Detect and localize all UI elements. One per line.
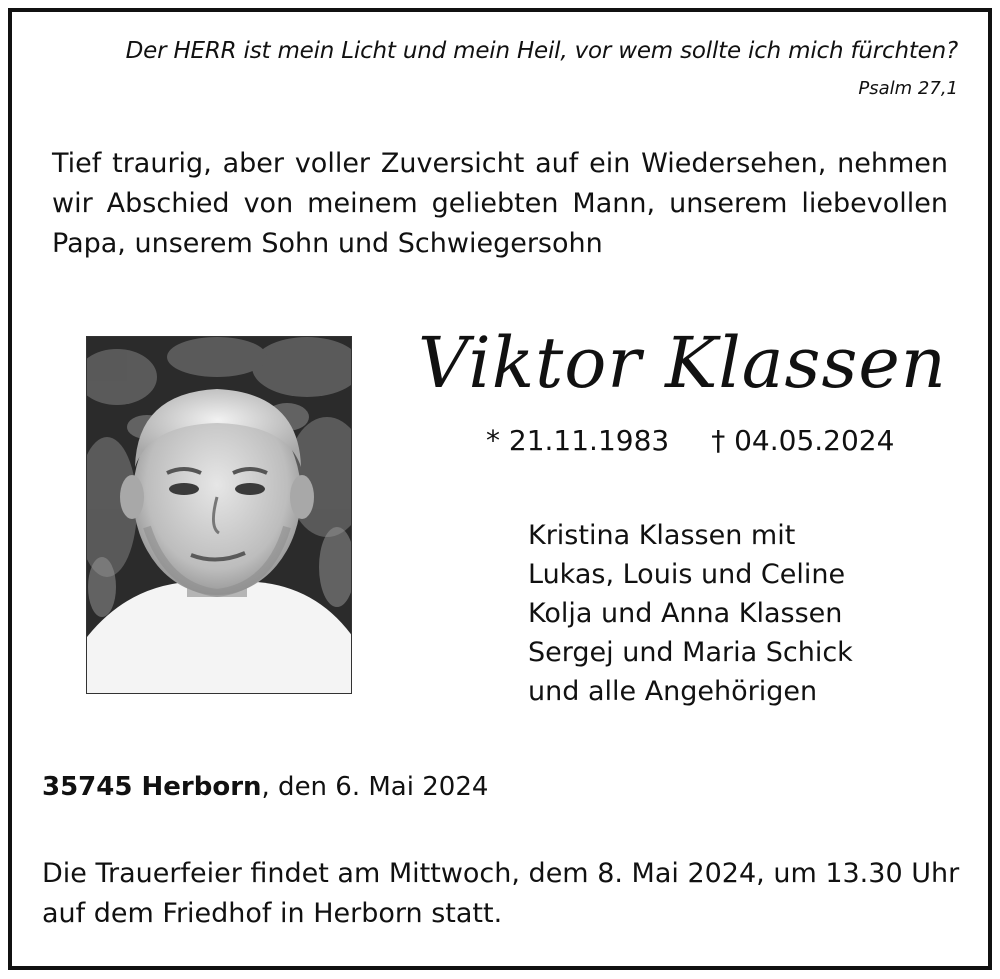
death-date: † 04.05.2024 — [711, 424, 895, 457]
funeral-service-info — [42, 854, 959, 934]
mourners-list — [528, 516, 853, 711]
service-line-2: auf dem Friedhof in Herborn statt. — [42, 898, 503, 929]
deceased-name: Viktor Klassen — [418, 322, 947, 404]
mourner-line: Kristina Klassen mit — [528, 520, 796, 551]
portrait-image — [87, 337, 352, 694]
verse-reference: Psalm 27,1 — [858, 78, 958, 99]
mourner-line: Kolja und Anna Klassen — [528, 598, 843, 629]
service-line-1: Die Trauerfeier findet am Mittwoch, dem 8. Mai 2024, um 13.30 Uhr — [42, 858, 960, 889]
intro-line-3: Papa, unserem Sohn und Schwiegersohn — [52, 228, 603, 259]
birth-date: * 21.11.1983 — [486, 424, 670, 457]
intro-line-1: Tief traurig, aber voller Zuversicht auf ein Wiedersehen, nehmen — [52, 148, 948, 179]
intro-text — [52, 144, 948, 264]
intro-line-2: wir Abschied von meinem geliebten Mann, unserem liebevollen — [52, 188, 948, 219]
place: 35745 Herborn — [42, 772, 262, 802]
life-dates — [486, 424, 894, 457]
place-and-date — [42, 772, 488, 802]
date: , den 6. Mai 2024 — [261, 772, 489, 802]
mourner-line: und alle Angehörigen — [528, 676, 818, 707]
mourner-line: Lukas, Louis und Celine — [528, 559, 846, 590]
portrait-photo — [86, 336, 352, 694]
bible-verse: Der HERR ist mein Licht und mein Heil, vor wem sollte ich mich fürchten? — [125, 38, 958, 64]
mourner-line: Sergej und Maria Schick — [528, 637, 853, 668]
